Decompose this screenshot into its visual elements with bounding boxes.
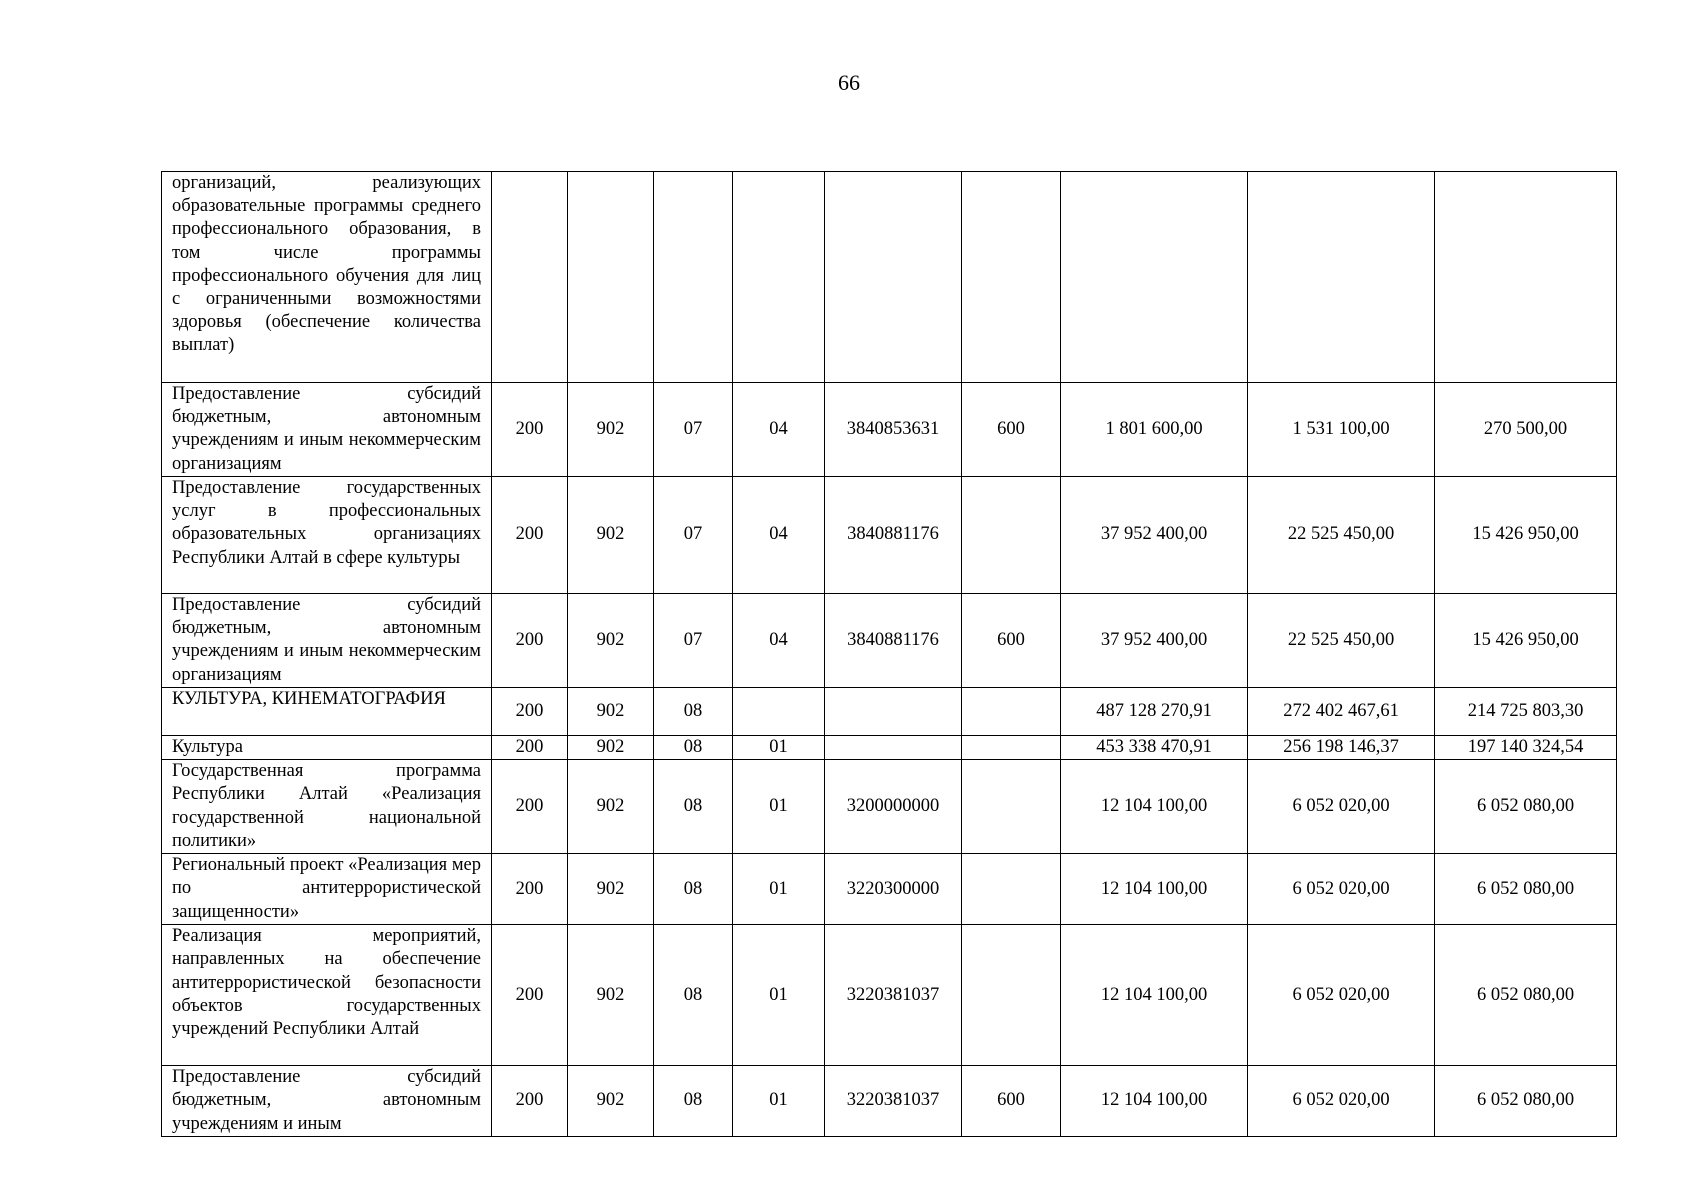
code-cell: 200 — [492, 594, 568, 688]
code-cell: 600 — [962, 594, 1061, 688]
code-cell — [962, 925, 1061, 1066]
code-cell: 902 — [568, 594, 654, 688]
table-row — [162, 383, 1617, 477]
amount-cell: 6 052 080,00 — [1435, 854, 1617, 925]
code-cell: 200 — [492, 736, 568, 760]
code-cell: 902 — [568, 925, 654, 1066]
row-description: Региональный проект «Реализация мер по антитеррористической защищенности» — [162, 854, 492, 925]
amount-cell: 6 052 020,00 — [1248, 1066, 1435, 1137]
code-cell — [825, 688, 962, 736]
code-cell: 08 — [654, 1066, 733, 1137]
table-row — [162, 1066, 1617, 1137]
amount-cell — [1435, 172, 1617, 383]
code-cell: 3200000000 — [825, 760, 962, 854]
code-cell: 01 — [733, 736, 825, 760]
code-cell: 08 — [654, 760, 733, 854]
code-cell: 3840881176 — [825, 594, 962, 688]
amount-cell: 487 128 270,91 — [1061, 688, 1248, 736]
code-cell: 200 — [492, 760, 568, 854]
row-description: Предоставление государственных услуг в профессиональных образовательных организациях Республики Алтай в сфере культуры — [162, 477, 492, 594]
code-cell: 08 — [654, 736, 733, 760]
amount-cell: 12 104 100,00 — [1061, 925, 1248, 1066]
code-cell: 07 — [654, 383, 733, 477]
code-cell — [733, 172, 825, 383]
code-cell — [492, 172, 568, 383]
code-cell: 01 — [733, 925, 825, 1066]
amount-cell: 6 052 020,00 — [1248, 925, 1435, 1066]
code-cell — [962, 477, 1061, 594]
row-description: Предоставление субсидий бюджетным, автономным учреждениям и иным — [162, 1066, 492, 1137]
code-cell: 3840853631 — [825, 383, 962, 477]
table-row — [162, 688, 1617, 736]
amount-cell: 15 426 950,00 — [1435, 477, 1617, 594]
code-cell — [962, 688, 1061, 736]
code-cell — [962, 736, 1061, 760]
row-description: организаций, реализующих образовательные программы среднего профессионального образования, в том числе программы профессионального обучения для лиц с ограниченными возможностями здоровья (обеспечение количества выплат) — [162, 172, 492, 383]
code-cell — [568, 172, 654, 383]
table-row — [162, 854, 1617, 925]
amount-cell: 22 525 450,00 — [1248, 477, 1435, 594]
code-cell: 200 — [492, 688, 568, 736]
code-cell — [962, 760, 1061, 854]
code-cell — [962, 172, 1061, 383]
code-cell: 902 — [568, 854, 654, 925]
amount-cell: 12 104 100,00 — [1061, 760, 1248, 854]
table-row — [162, 736, 1617, 760]
code-cell: 902 — [568, 736, 654, 760]
table-row — [162, 477, 1617, 594]
amount-cell: 256 198 146,37 — [1248, 736, 1435, 760]
code-cell: 01 — [733, 760, 825, 854]
code-cell: 07 — [654, 594, 733, 688]
code-cell: 08 — [654, 925, 733, 1066]
code-cell: 902 — [568, 1066, 654, 1137]
amount-cell: 1 801 600,00 — [1061, 383, 1248, 477]
amount-cell — [1061, 172, 1248, 383]
code-cell: 600 — [962, 1066, 1061, 1137]
amount-cell: 453 338 470,91 — [1061, 736, 1248, 760]
table-row — [162, 925, 1617, 1066]
code-cell — [733, 688, 825, 736]
code-cell: 600 — [962, 383, 1061, 477]
row-description: Реализация мероприятий, направленных на обеспечение антитеррористической безопасности объектов государственных учреждений Республики Алтай — [162, 925, 492, 1066]
code-cell: 200 — [492, 477, 568, 594]
code-cell: 200 — [492, 925, 568, 1066]
amount-cell: 15 426 950,00 — [1435, 594, 1617, 688]
code-cell: 01 — [733, 1066, 825, 1137]
code-cell — [825, 736, 962, 760]
amount-cell: 272 402 467,61 — [1248, 688, 1435, 736]
code-cell: 200 — [492, 1066, 568, 1137]
amount-cell: 214 725 803,30 — [1435, 688, 1617, 736]
amount-cell: 6 052 080,00 — [1435, 1066, 1617, 1137]
code-cell: 08 — [654, 688, 733, 736]
row-description: КУЛЬТУРА, КИНЕМАТОГРАФИЯ — [162, 688, 492, 736]
code-cell: 200 — [492, 383, 568, 477]
amount-cell: 12 104 100,00 — [1061, 854, 1248, 925]
code-cell: 04 — [733, 383, 825, 477]
code-cell: 3220381037 — [825, 1066, 962, 1137]
table-row — [162, 172, 1617, 383]
table-row — [162, 760, 1617, 854]
code-cell: 902 — [568, 383, 654, 477]
amount-cell: 6 052 020,00 — [1248, 854, 1435, 925]
code-cell — [825, 172, 962, 383]
code-cell: 902 — [568, 760, 654, 854]
amount-cell: 37 952 400,00 — [1061, 594, 1248, 688]
code-cell: 08 — [654, 854, 733, 925]
code-cell: 200 — [492, 854, 568, 925]
code-cell: 3840881176 — [825, 477, 962, 594]
code-cell — [654, 172, 733, 383]
amount-cell: 1 531 100,00 — [1248, 383, 1435, 477]
row-description: Предоставление субсидий бюджетным, автономным учреждениям и иным некоммерческим организациям — [162, 594, 492, 688]
amount-cell: 37 952 400,00 — [1061, 477, 1248, 594]
row-description: Культура — [162, 736, 492, 760]
amount-cell — [1248, 172, 1435, 383]
code-cell: 902 — [568, 688, 654, 736]
code-cell: 01 — [733, 854, 825, 925]
code-cell: 3220300000 — [825, 854, 962, 925]
row-description: Предоставление субсидий бюджетным, автономным учреждениям и иным некоммерческим организациям — [162, 383, 492, 477]
table-row — [162, 594, 1617, 688]
amount-cell: 12 104 100,00 — [1061, 1066, 1248, 1137]
code-cell: 04 — [733, 477, 825, 594]
amount-cell: 270 500,00 — [1435, 383, 1617, 477]
amount-cell: 22 525 450,00 — [1248, 594, 1435, 688]
amount-cell: 197 140 324,54 — [1435, 736, 1617, 760]
page-number: 66 — [838, 70, 860, 95]
amount-cell: 6 052 080,00 — [1435, 760, 1617, 854]
amount-cell: 6 052 020,00 — [1248, 760, 1435, 854]
code-cell: 3220381037 — [825, 925, 962, 1066]
code-cell: 902 — [568, 477, 654, 594]
amount-cell: 6 052 080,00 — [1435, 925, 1617, 1066]
code-cell: 04 — [733, 594, 825, 688]
code-cell — [962, 854, 1061, 925]
budget-table — [161, 171, 1617, 1137]
row-description: Государственная программа Республики Алтай «Реализация государственной национальной политики» — [162, 760, 492, 854]
code-cell: 07 — [654, 477, 733, 594]
